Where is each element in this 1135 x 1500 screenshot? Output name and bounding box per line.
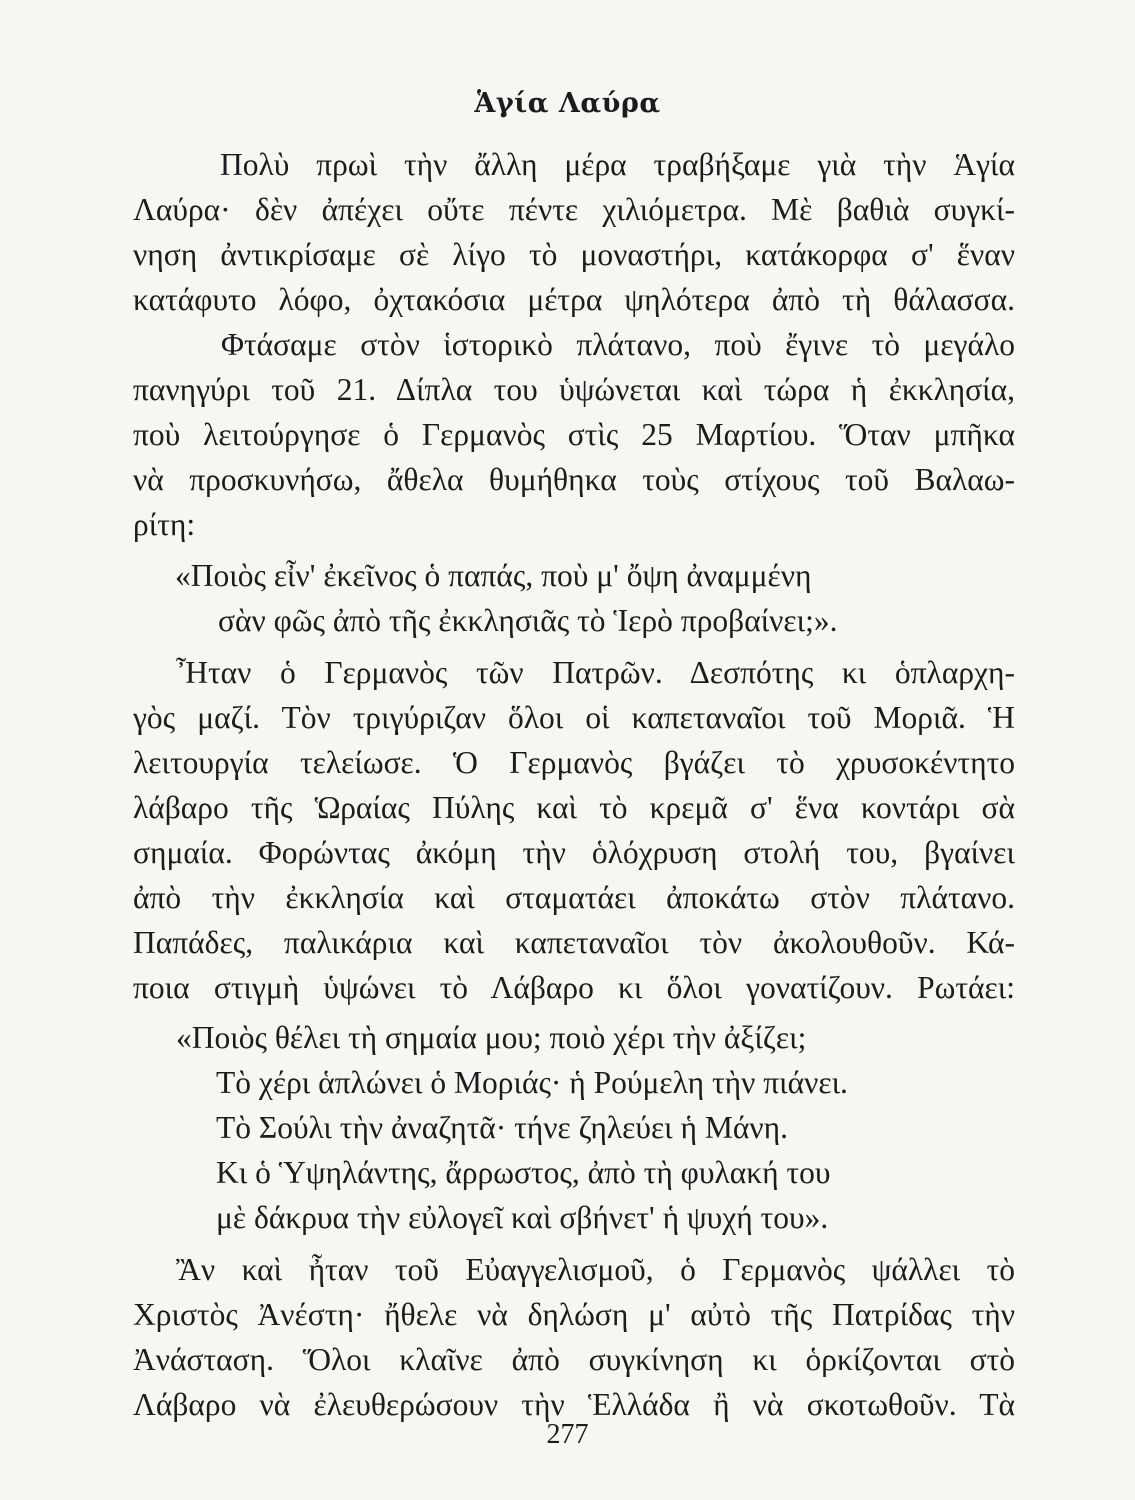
- verse-line: μὲ δάκρυα τὴν εὐλογεῖ καὶ σβήνετ' ἡ ψυχή του».: [216, 1200, 829, 1235]
- verse-line: «Ποιὸς θέλει τὴ σημαία μου; ποιὸ χέρι τὴν ἀξίζει;: [176, 1020, 807, 1055]
- text-line: Πολὺ πρωὶ τὴν ἄλλη μέρα τραβήξαμε γιὰ τὴν Ἁγία: [220, 147, 1015, 182]
- text-line: κατάφυτο λόφο, ὀχτακόσια μέτρα ψηλότερα ἀπὸ τὴ θάλασσα.: [133, 282, 1015, 317]
- text-line: γὸς μαζί. Τὸν τριγύριζαν ὅλοι οἱ καπεταναῖοι τοῦ Μοριᾶ. Ἡ: [133, 700, 1015, 735]
- text-line: ποὺ λειτούργησε ὁ Γερμανὸς στὶς 25 Μαρτίου. Ὅταν μπῆκα: [133, 417, 1015, 452]
- text-line: σημαία. Φορώντας ἀκόμη τὴν ὁλόχρυση στολή του, βγαίνει: [133, 835, 1015, 870]
- text-line: ρίτη:: [133, 507, 196, 542]
- text-line: Λαύρα· δὲν ἀπέχει οὔτε πέντε χιλιόμετρα. Μὲ βαθιὰ συγκί-: [133, 192, 1015, 227]
- text-line: ἀπὸ τὴν ἐκκλησία καὶ σταματάει ἀποκάτω στὸν πλάτανο.: [133, 880, 1015, 915]
- text-line: λειτουργία τελείωσε. Ὁ Γερμανὸς βγάζει τὸ χρυσοκέντητο: [133, 745, 1015, 780]
- page-number: 277: [546, 1419, 589, 1450]
- verse-line: Τὸ Σούλι τὴν ἀναζητᾶ· τήνε ζηλεύει ἡ Μάνη.: [216, 1110, 788, 1145]
- text-line: Παπάδες, παλικάρια καὶ καπεταναῖοι τὸν ἀκολουθοῦν. Κά-: [133, 925, 1015, 960]
- text-line: Χριστὸς Ἀνέστη· ἤθελε νὰ δηλώση μ' αὐτὸ τῆς Πατρίδας τὴν: [133, 1297, 1015, 1332]
- verse-line: «Ποιὸς εἶν' ἐκεῖνος ὁ παπάς, ποὺ μ' ὄψη ἀναμμένη: [175, 558, 812, 593]
- text-line: ποια στιγμὴ ὑψώνει τὸ Λάβαρο κι ὅλοι γονατίζουν. Ρωτάει:: [133, 970, 1015, 1005]
- verse-line: σὰν φῶς ἀπὸ τῆς ἐκκλησιᾶς τὸ Ἱερὸ προβαίνει;».: [218, 603, 838, 638]
- text-line: Ἂν καὶ ἦταν τοῦ Εὐαγγελισμοῦ, ὁ Γερμανὸς ψάλλει τὸ: [176, 1252, 1015, 1287]
- text-line: Ἦταν ὁ Γερμανὸς τῶν Πατρῶν. Δεσπότης κι ὁπλαρχη-: [176, 655, 1015, 690]
- verse-line: Τὸ χέρι ἁπλώνει ὁ Μοριάς· ἡ Ρούμελη τὴν πιάνει.: [216, 1065, 848, 1100]
- text-line: Φτάσαμε στὸν ἱστορικὸ πλάτανο, ποὺ ἔγινε τὸ μεγάλο: [221, 327, 1015, 362]
- text-line: νηση ἀντικρίσαμε σὲ λίγο τὸ μοναστήρι, κατάκορφα σ' ἕναν: [133, 237, 1015, 272]
- text-line: Ἀνάσταση. Ὅλοι κλαῖνε ἀπὸ συγκίνηση κι ὁρκίζονται στὸ: [133, 1342, 1015, 1377]
- verse-line: Κι ὁ Ὑψηλάντης, ἄρρωστος, ἀπὸ τὴ φυλακή του: [216, 1155, 831, 1190]
- text-line: νὰ προσκυνήσω, ἄθελα θυμήθηκα τοὺς στίχους τοῦ Βαλαω-: [133, 462, 1015, 497]
- text-line: Λάβαρο νὰ ἐλευθερώσουν τὴν Ἑλλάδα ἢ νὰ σκοτωθοῦν. Τὰ: [133, 1387, 1015, 1422]
- text-line: λάβαρο τῆς Ὡραίας Πύλης καὶ τὸ κρεμᾶ σ' ἕνα κοντάρι σὰ: [133, 790, 1015, 825]
- text-line: πανηγύρι τοῦ 21. Δίπλα του ὑψώνεται καὶ τώρα ἡ ἐκκλησία,: [133, 372, 1015, 407]
- chapter-heading: Ἁγία Λαύρα: [474, 88, 661, 119]
